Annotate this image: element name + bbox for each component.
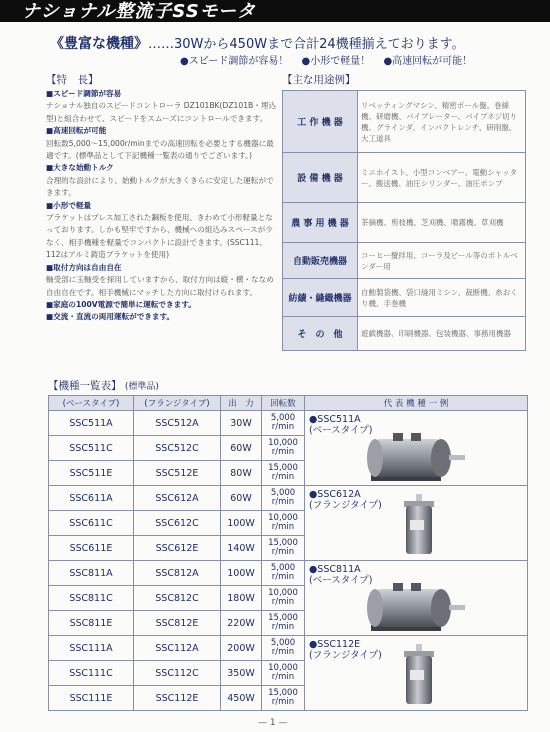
col-flange-type: (フランジタイプ) (134, 396, 221, 411)
rpm-value: 15,000 (268, 687, 298, 698)
flange-model: SSC812A (134, 561, 221, 586)
rpm-unit: r/min (271, 522, 295, 532)
rpm-value: 5,000 (270, 637, 296, 648)
rpm-cell (262, 611, 305, 636)
example-model: ●SSC112E (309, 639, 361, 650)
rpm-value: 10,000 (268, 662, 298, 673)
use-items: 茶摘機、剪枝機、芝刈機、噴霧機、草刈機 (358, 203, 526, 243)
example-cell (305, 486, 528, 561)
feature-title: ■スピード調節が容易 (46, 89, 122, 98)
rpm-value: 10,000 (268, 512, 298, 523)
features-list (46, 88, 278, 324)
output-watt: 30W (221, 411, 262, 436)
table-row (49, 411, 528, 436)
motor-photo-icon (400, 644, 440, 706)
page-number: — 1 — (258, 718, 288, 728)
feature-item (46, 125, 278, 162)
point-highspeed: ●高速回転が可能！ (383, 56, 473, 67)
flange-model: SSC512E (134, 461, 221, 486)
output-watt: 100W (221, 561, 262, 586)
rpm-unit: r/min (271, 547, 295, 557)
rpm-cell (262, 561, 305, 586)
base-model: SSC511C (49, 436, 134, 461)
example-model: ●SSC811A (309, 564, 361, 575)
rpm-unit: r/min (271, 597, 295, 607)
rpm-cell (262, 686, 305, 711)
rpm-unit: r/min (271, 647, 295, 657)
col-output: 出 力 (221, 396, 262, 411)
use-category: 自動販売機器 (283, 243, 358, 279)
feature-title: ■高速回転が可能 (46, 126, 107, 136)
feature-item (46, 162, 278, 199)
table-row (49, 636, 528, 661)
output-watt: 140W (221, 536, 262, 561)
table-row (49, 561, 528, 586)
use-items: 遊戯機器、印刷機器、包装機器、事務用機器 (358, 317, 526, 351)
base-model: SSC111C (49, 661, 134, 686)
use-category: 工 作 機 器 (283, 91, 358, 153)
rpm-cell (262, 586, 305, 611)
output-watt: 350W (221, 661, 262, 686)
output-watt: 60W (221, 486, 262, 511)
rpm-value: 10,000 (268, 587, 298, 598)
point-speed: ●スピード調節が容易！ (180, 56, 289, 67)
feature-title: ■小形で軽量 (46, 200, 92, 210)
rpm-unit: r/min (271, 472, 295, 482)
base-model: SSC811A (49, 561, 134, 586)
use-items: リベッティングマシン、精密ボール盤、巻線機、研磨機、バイブレーター、パイプネジ切り機、グラインダ、インパクトレンチ、研削盤、大工道具 (358, 91, 526, 153)
output-watt: 450W (221, 686, 262, 711)
brand-title: ナショナル整流子SSモータ (22, 1, 256, 22)
feature-body: ナショナル独自のスピードコントローラ DZ101BK(DZ101B・埋込型)と組合わせて、スピードをスムーズにコントロールできます。 (46, 101, 277, 123)
rpm-cell (262, 536, 305, 561)
example-model: ●SSC612A (309, 489, 361, 500)
feature-body: 軸受部に玉軸受を採用していますから、取付方向は縦・横・ななめ自由自在です。相手機械にマッチした方向に取付けられます。 (46, 275, 274, 297)
feature-body: ブラケットはプレス加工された鋼板を使用、きわめて小形軽量となっております。しかも堅牢ですから、機械への組込みスペースが少なく、相手機種を軽量でコンパクトに設計できます。(SSC111、112はアルミ鋳造ブラケットを使用) (46, 213, 273, 260)
models-table (48, 395, 528, 711)
use-items: ミニホイスト、小型コンベアー、電動シャッター、搬送機、油圧シリンダー、油圧ポンプ (358, 153, 526, 203)
models-title: 【機種一覧表】 (48, 380, 122, 392)
base-model: SSC511E (49, 461, 134, 486)
output-watt: 60W (221, 436, 262, 461)
feature-title: ■取付方向は自由自在 (46, 262, 122, 272)
flange-model: SSC612A (134, 486, 221, 511)
feature-item (46, 311, 278, 323)
uses-table (282, 90, 526, 351)
flange-model: SSC612C (134, 511, 221, 536)
base-model: SSC111E (49, 686, 134, 711)
key-points (180, 52, 482, 67)
example-type: (フランジタイプ) (309, 650, 382, 661)
output-watt: 80W (221, 461, 262, 486)
rpm-value: 15,000 (268, 612, 298, 623)
base-model: SSC811C (49, 586, 134, 611)
features-heading: 【特 長】 (46, 74, 99, 86)
feature-title: ■交流・直流の両用運転ができます。 (46, 312, 175, 322)
example-type: (ベースタイプ) (309, 575, 373, 586)
feature-title: ■家庭の100V電源で簡単に運転できます。 (46, 299, 196, 309)
col-rpm: 回転数 (262, 396, 305, 411)
rpm-unit: r/min (271, 572, 295, 582)
example-type: (フランジタイプ) (309, 500, 382, 511)
example-cell (305, 636, 528, 711)
rpm-cell (262, 411, 305, 436)
rpm-unit: r/min (271, 447, 295, 457)
rpm-cell (262, 486, 305, 511)
rpm-unit: r/min (271, 422, 295, 432)
rpm-cell (262, 461, 305, 486)
rpm-value: 15,000 (268, 462, 298, 473)
feature-item (46, 200, 278, 262)
rpm-cell (262, 511, 305, 536)
flange-model: SSC112C (134, 661, 221, 686)
use-category: 設 備 機 器 (283, 153, 358, 203)
rpm-value: 15,000 (268, 537, 298, 548)
output-watt: 100W (221, 511, 262, 536)
base-model: SSC611E (49, 536, 134, 561)
use-category: 紡績・縫織機器 (283, 279, 358, 317)
point-compact: ●小形で軽量！ (301, 56, 371, 67)
output-watt: 180W (221, 586, 262, 611)
header-banner (0, 0, 550, 22)
use-items: コーヒー攪拌用、コーラ及ビール等のボトルベンダー用 (358, 243, 526, 279)
table-row (49, 486, 528, 511)
output-watt: 200W (221, 636, 262, 661)
headline-title: 《豊富な機種》 (50, 36, 148, 52)
motor-photo-icon (400, 494, 440, 556)
rpm-value: 5,000 (270, 562, 296, 573)
headline (50, 33, 465, 53)
example-cell (305, 411, 528, 486)
models-subtitle: (標準品) (124, 382, 159, 392)
base-model: SSC511A (49, 411, 134, 436)
example-model: ●SSC511A (309, 414, 361, 425)
use-category: 農 事 用 機 器 (283, 203, 358, 243)
flange-model: SSC812E (134, 611, 221, 636)
flange-model: SSC112A (134, 636, 221, 661)
feature-body: 回転数5,000～15,000r/minまでの高速回転を必要とする機器に最適です。(標準品として下記機種一覧表の通りでございます。) (46, 138, 274, 161)
motor-photo-icon (365, 425, 485, 485)
flange-model: SSC512A (134, 411, 221, 436)
flange-model: SSC512C (134, 436, 221, 461)
base-model: SSC611A (49, 486, 134, 511)
base-model: SSC111A (49, 636, 134, 661)
col-base-type: (ベースタイプ) (49, 396, 134, 411)
uses-heading: 【主な用途例】 (282, 74, 356, 86)
feature-title: ■大きな始動トルク (46, 163, 114, 173)
rpm-value: 5,000 (270, 412, 296, 423)
use-category: そ の 他 (283, 317, 358, 351)
example-type: (ベースタイプ) (309, 425, 373, 436)
rpm-unit: r/min (271, 697, 295, 707)
feature-item (46, 262, 278, 299)
rpm-cell (262, 661, 305, 686)
feature-item (46, 88, 278, 125)
example-cell (305, 561, 528, 636)
motor-photo-icon (365, 575, 485, 635)
rpm-cell (262, 436, 305, 461)
rpm-value: 5,000 (270, 487, 296, 498)
rpm-unit: r/min (271, 497, 295, 507)
headline-text: ……30Wから450Wまで合計24機種揃えております。 (148, 37, 465, 52)
flange-model: SSC612E (134, 536, 221, 561)
base-model: SSC811E (49, 611, 134, 636)
models-heading (48, 378, 159, 393)
output-watt: 220W (221, 611, 262, 636)
feature-body: 合理的な設計により、始動トルクが大きくきらに安定した運転ができます。 (46, 175, 274, 198)
feature-item (46, 299, 278, 311)
use-items: 自動製袋機、袋口縫用ミシン、裁断機、糸おくり機、手巻機 (358, 279, 526, 317)
rpm-cell (262, 636, 305, 661)
flange-model: SSC812C (134, 586, 221, 611)
base-model: SSC611C (49, 511, 134, 536)
rpm-unit: r/min (271, 672, 295, 682)
rpm-unit: r/min (271, 622, 295, 632)
rpm-value: 10,000 (268, 437, 298, 448)
col-example: 代 表 機 種 一 例 (305, 396, 528, 411)
flange-model: SSC112E (134, 686, 221, 711)
